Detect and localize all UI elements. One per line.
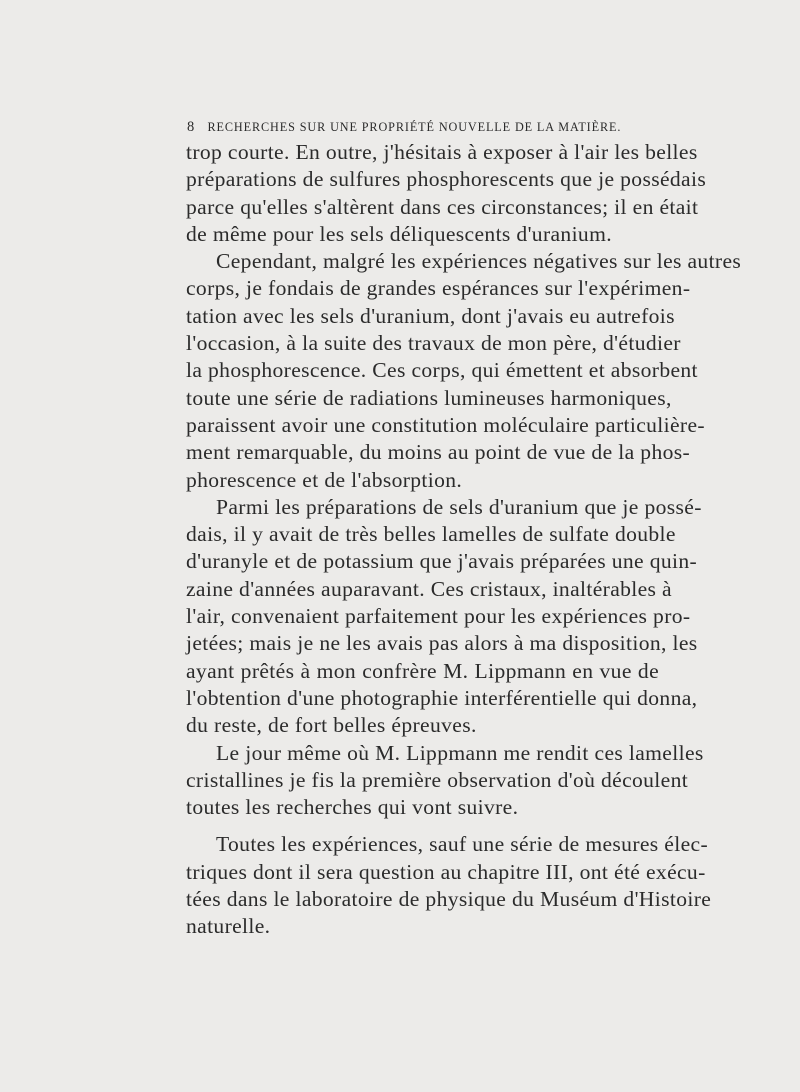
text-line: toutes les recherches qui vont suivre. bbox=[186, 795, 519, 820]
text-line: zaine d'années auparavant. Ces cristaux, inaltérables à bbox=[186, 576, 672, 601]
text-line: de même pour les sels déliquescents d'uranium. bbox=[186, 221, 612, 246]
text-line: du reste, de fort belles épreuves. bbox=[186, 713, 477, 738]
text-line: Le jour même où M. Lippmann me rendit ces lamelles bbox=[216, 740, 704, 765]
text-line: dais, il y avait de très belles lamelles de sulfate double bbox=[186, 522, 676, 547]
text-line: Cependant, malgré les expériences négatives sur les autres bbox=[216, 249, 742, 274]
paragraph bbox=[186, 494, 702, 740]
text-line: naturelle. bbox=[186, 914, 271, 939]
paragraph bbox=[186, 248, 742, 494]
paragraph bbox=[186, 740, 704, 822]
page-number: 8 bbox=[187, 119, 196, 135]
text-line: Parmi les préparations de sels d'uranium que je possé- bbox=[216, 494, 702, 519]
text-line: paraissent avoir une constitution moléculaire particulière- bbox=[186, 412, 705, 437]
text-line: ayant prêtés à mon confrère M. Lippmann en vue de bbox=[186, 658, 659, 683]
paragraph bbox=[186, 139, 707, 248]
text-line: triques dont il sera question au chapitre III, ont été exécu- bbox=[186, 859, 706, 884]
text-line: jetées; mais je ne les avais pas alors à ma disposition, les bbox=[186, 631, 698, 656]
text-line: l'air, convenaient parfaitement pour les expériences pro- bbox=[186, 604, 691, 629]
text-line: préparations de sulfures phosphorescents que je possédais bbox=[186, 167, 707, 192]
text-line: toute une série de radiations lumineuses harmoniques, bbox=[186, 385, 672, 410]
text-line: ment remarquable, du moins au point de vue de la phos- bbox=[186, 440, 691, 465]
text-line: phorescence et de l'absorption. bbox=[186, 467, 463, 492]
text-line: parce qu'elles s'altèrent dans ces circonstances; il en était bbox=[186, 194, 699, 219]
text-line: l'obtention d'une photographie interférentielle qui donna, bbox=[186, 685, 698, 710]
text-line: corps, je fondais de grandes espérances sur l'expérimen- bbox=[186, 276, 691, 301]
running-title: RECHERCHES SUR UNE PROPRIÉTÉ NOUVELLE DE LA MATIÈRE. bbox=[207, 120, 622, 134]
text-line: trop courte. En outre, j'hésitais à exposer à l'air les belles bbox=[186, 140, 698, 164]
text-line: la phosphorescence. Ces corps, qui émettent et absorbent bbox=[186, 358, 698, 383]
text-line: Toutes les expériences, sauf une série de mesures élec- bbox=[216, 832, 708, 857]
body-text bbox=[186, 139, 742, 941]
paragraph bbox=[186, 831, 712, 940]
text-line: d'uranyle et de potassium que j'avais préparées une quin- bbox=[186, 549, 698, 574]
text-line: l'occasion, à la suite des travaux de mon père, d'étudier bbox=[186, 331, 681, 356]
text-line: tation avec les sels d'uranium, dont j'avais eu autrefois bbox=[186, 303, 675, 328]
paragraph-spacer bbox=[186, 821, 659, 831]
text-line: cristallines je fis la première observation d'où découlent bbox=[186, 767, 689, 792]
running-header bbox=[187, 119, 657, 136]
text-line: tées dans le laboratoire de physique du Muséum d'Histoire bbox=[186, 887, 712, 912]
